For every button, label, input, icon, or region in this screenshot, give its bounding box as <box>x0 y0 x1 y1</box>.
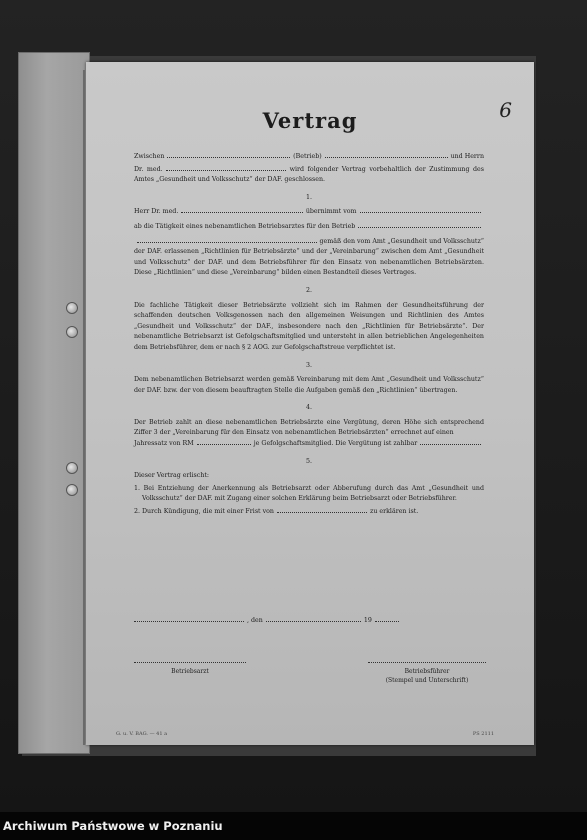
section-1-taetigkeit: ab die Tätigkeit eines nebenamtlichen Betriebsarztes für den Betrieb <box>134 222 356 230</box>
document-title: Vertrag <box>262 108 358 133</box>
signature-label-left: Betriebsarzt <box>171 668 209 675</box>
section-4-payment-row <box>134 439 484 450</box>
intro-text: wird folgender Vertrag vorbehaltlich der Zustimmung des Amtes „Gesundheit und Volksschutz“ der DAF. geschlossen. <box>134 165 484 184</box>
blank-line <box>358 227 481 228</box>
section-5-item-2 <box>134 507 484 518</box>
binder-ring-icon <box>66 326 78 338</box>
blank-line <box>420 444 481 445</box>
section-5-item-1: 1. Bei Entziehung der Anerkennung als Betriebsarzt oder Abberufung durch das Amt „Gesundheit und Volksschutz“ der DAF. mit Zugang einer solchen Erklärung beim Betriebsarzt oder Betriebsführer. <box>134 484 484 503</box>
place-date-year: 19 <box>363 617 372 624</box>
blank-line <box>266 621 361 622</box>
section-5-item-2-start: 2. Durch Kündigung, die mit einer Frist von <box>134 508 274 516</box>
section-1-number: 1. <box>305 193 312 201</box>
intro-betrieb: (Betrieb) <box>293 153 322 160</box>
binder-ring-icon <box>66 302 78 314</box>
signature-label-right-sub: (Stempel und Unterschrift) <box>385 677 469 684</box>
blank-line <box>134 621 244 622</box>
section-2-text: Die fachliche Tätigkeit dieser Betriebsärzte vollzieht sich im Rahmen der Gesundheitsführung der schaffenden deutschen Volksgenossen nach den allgemeinen Weisungen und Richtlinien des Amtes „Gesundheit und Volksschutz“ der DAF., insbesondere nach den „Richtlinien für Betriebsärzte“. Der nebenamtliche Betriebsarzt ist Gefolgschaftsmitglied und untersteht in allen betrieblichen Angelegenheiten dem Betriebsführer, dem er nach § 2 AOG. zur Gefolgschaftstreue verpflichtet ist. <box>134 301 484 351</box>
footer-print-code: PS 2111 <box>472 731 494 737</box>
blank-line <box>181 212 302 213</box>
section-5-heading: Dieser Vertrag erlischt: <box>134 472 210 480</box>
binder-ring-icon <box>66 462 78 474</box>
section-4-number: 4. <box>305 404 312 412</box>
blank-line <box>277 512 367 513</box>
section-1-gemaess: gemäß den vom Amt „Gesundheit und Volksschutz“ <box>319 237 484 245</box>
signature-line-right <box>368 662 486 663</box>
blank-line <box>137 242 317 243</box>
blank-line <box>325 157 448 158</box>
intro-und-herrn: und Herrn <box>450 153 484 160</box>
binder-ring-icon <box>66 484 78 496</box>
archive-credit: Archiwum Państwowe w Poznaniu <box>0 812 587 840</box>
page-number: 6 <box>499 98 512 122</box>
intro-zwischen: Zwischen <box>134 153 165 160</box>
intro-parties-row <box>134 152 484 163</box>
intro-paragraph <box>134 165 484 186</box>
section-1-row-a <box>134 207 484 218</box>
blank-line <box>197 444 251 445</box>
blank-line <box>167 157 290 158</box>
blank-line <box>360 212 481 213</box>
blank-line <box>166 170 286 171</box>
section-4-jahressatz: Jahressatz von RM <box>134 440 194 448</box>
intro-dr-med: Dr. med. <box>134 165 163 173</box>
blank-line <box>375 621 399 622</box>
place-date-row <box>134 617 484 624</box>
section-5-item-2-end: zu erklären ist. <box>370 508 419 516</box>
page-fold <box>83 70 85 745</box>
signature-line-left <box>134 662 246 663</box>
place-date-den: , den <box>247 617 263 624</box>
section-3-number: 3. <box>305 361 312 369</box>
section-5-number: 5. <box>305 457 312 465</box>
section-1-text: der DAF. erlassenen „Richtlinien für Betriebsärzte“ und der „Vereinbarung“ zwischen dem Amt „Gesundheit und Volksschutz“ der DAF. und dem Betriebsführer für den Einsatz von nebenamtlichen Betriebsärzten. Diese „Richtlinien“ und diese „Vereinbarung“ bilden einen Bestandteil dieses Vertrages. <box>134 248 484 277</box>
section-4-je: je Gefolgschaftsmitglied. Die Vergütung ist zahlbar <box>253 440 418 448</box>
contract-body <box>134 152 484 518</box>
section-1-herr: Herr Dr. med. <box>134 208 179 216</box>
section-2-number: 2. <box>305 286 312 294</box>
section-4-text: Der Betrieb zahlt an diese nebenamtlichen Betriebsärzte eine Vergütung, deren Höhe sich entsprechend Ziffer 3 der „Vereinbarung für den Einsatz von nebenamtlichen Betriebsärzten“ errechnet auf einen <box>134 418 484 437</box>
signature-label-right: Betriebsführer <box>404 668 450 675</box>
folder-backing <box>18 52 90 754</box>
section-1-row-b <box>134 222 484 233</box>
section-3-text: Dem nebenamtlichen Betriebsarzt werden gemäß Vereinbarung mit dem Amt „Gesundheit und Volksschutz“ der DAF. bzw. der von diesem beauftragten Stelle die Aufgaben gemäß den „Richtlinien“ übertragen. <box>134 376 484 394</box>
section-1-uebernimmt: übernimmt vom <box>305 208 357 216</box>
contract-page <box>86 62 534 745</box>
section-1-row-c <box>134 237 484 248</box>
footer-form-code: G. u. V. BAG. — 41 a <box>116 731 168 737</box>
